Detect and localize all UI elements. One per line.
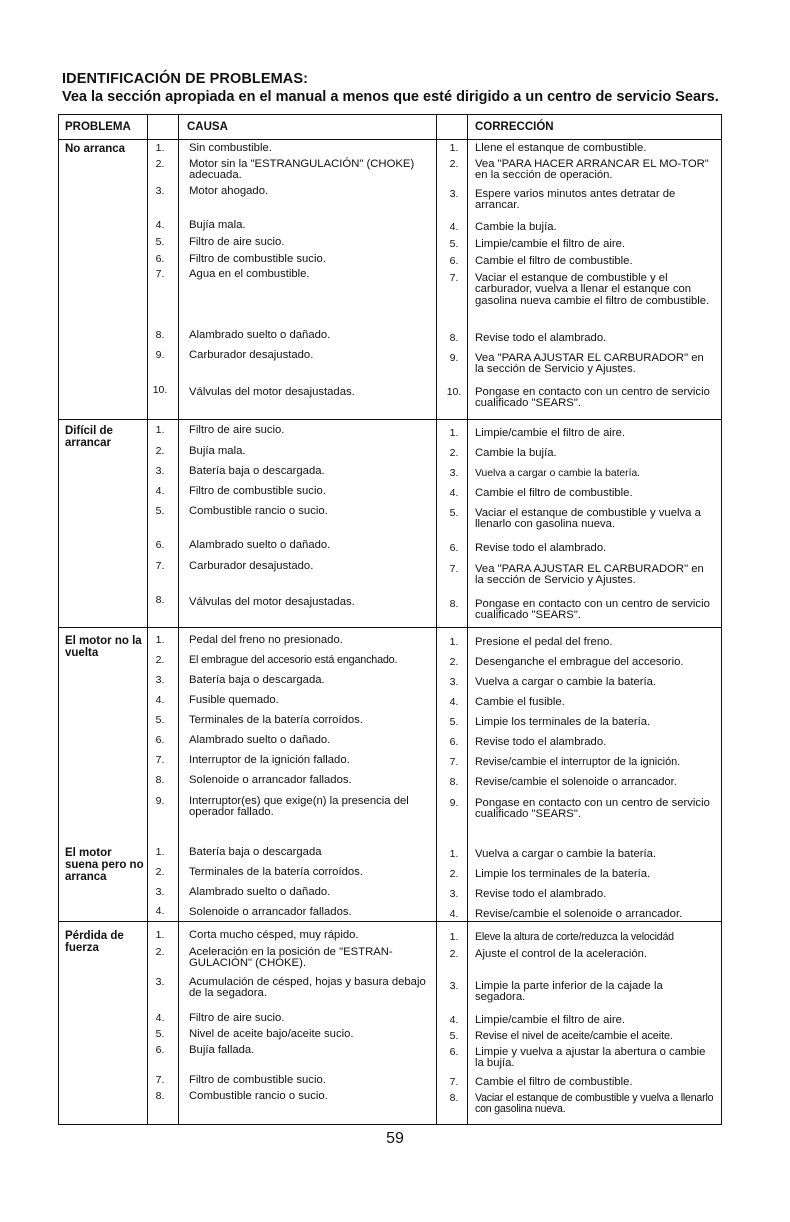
- troubleshooting-table: [58, 114, 722, 1125]
- correction-text: Cambie la bujía.: [475, 447, 557, 459]
- cause-number: 4.: [155, 219, 165, 231]
- problem-label: El motor no la vuelta: [65, 635, 142, 659]
- cause-text: Filtro de aire sucio.: [189, 424, 285, 436]
- correction-text: Revise/cambie el interruptor de la ignición.: [475, 756, 681, 768]
- cause-number: 4.: [155, 1012, 165, 1024]
- correction-number: 1.: [449, 931, 459, 943]
- cause-text: Carburador desajustado.: [189, 349, 314, 361]
- cause-text: El embrague del accesorio está enganchado.: [189, 654, 398, 666]
- header-rule: [59, 139, 721, 140]
- correction-number: 4.: [449, 696, 459, 708]
- correction-number: 9.: [449, 797, 459, 809]
- section-rule: [59, 627, 721, 628]
- cause-text: Bujía mala.: [189, 445, 246, 457]
- correction-number: 2.: [449, 447, 459, 459]
- correction-text: Cambie el filtro de combustible.: [475, 1076, 633, 1088]
- cause-number: 10.: [152, 384, 168, 396]
- correction-number: 7.: [449, 1076, 459, 1088]
- cause-number: 7.: [155, 754, 165, 766]
- correction-number: 5.: [449, 238, 459, 250]
- cause-text: Filtro de combustible sucio.: [189, 253, 326, 265]
- correction-number: 8.: [449, 332, 459, 344]
- cause-text: Solenoide o arrancador fallados.: [189, 774, 352, 786]
- cause-text: Nivel de aceite bajo/aceite sucio.: [189, 1028, 354, 1040]
- correction-number: 5.: [449, 1030, 459, 1042]
- cause-number: 7.: [155, 268, 165, 280]
- cause-number: 1.: [155, 424, 165, 436]
- cause-number: 8.: [155, 774, 165, 786]
- table-col-divider: [467, 115, 468, 1124]
- cause-text: Bujía fallada.: [189, 1044, 255, 1056]
- correction-text: Vea "PARA AJUSTAR EL CARBURADOR" en la sección de Servicio y Ajustes.: [475, 352, 704, 376]
- cause-number: 1.: [155, 142, 165, 154]
- correction-number: 2.: [449, 158, 459, 170]
- correction-number: 3.: [449, 888, 459, 900]
- cause-number: 4.: [155, 694, 165, 706]
- page-number: 59: [386, 1130, 404, 1147]
- correction-text: Cambie el filtro de combustible.: [475, 487, 633, 499]
- header-correction: CORRECCIÓN: [475, 121, 554, 133]
- correction-number: 9.: [449, 352, 459, 364]
- cause-number: 1.: [155, 634, 165, 646]
- section-rule: [59, 921, 721, 922]
- correction-number: 8.: [449, 1092, 459, 1104]
- cause-text: Combustible rancio o sucio.: [189, 505, 328, 517]
- table-col-divider: [178, 115, 179, 1124]
- cause-text: Interruptor(es) que exige(n) la presencia del operador fallado.: [189, 795, 409, 819]
- correction-text: Vaciar el estanque de combustible y vuelva a llenarlo con gasolina nueva.: [475, 1092, 714, 1116]
- correction-text: Limpie la parte inferior de la cajade la segadora.: [475, 980, 663, 1004]
- cause-number: 7.: [155, 560, 165, 572]
- cause-number: 6.: [155, 1044, 165, 1056]
- section-rule: [59, 419, 721, 420]
- correction-number: 4.: [449, 221, 459, 233]
- cause-text: Motor ahogado.: [189, 185, 269, 197]
- cause-text: Válvulas del motor desajustadas.: [189, 596, 355, 608]
- correction-text: Llene el estanque de combustible.: [475, 142, 647, 154]
- problem-label: Difícil de arrancar: [65, 425, 113, 449]
- correction-text: Vea "PARA AJUSTAR EL CARBURADOR" en la sección de Servicio y Ajustes.: [475, 563, 704, 587]
- cause-number: 6.: [155, 734, 165, 746]
- cause-text: Batería baja o descargada: [189, 846, 322, 858]
- problem-label: Pérdida de fuerza: [65, 930, 124, 954]
- correction-number: 4.: [449, 908, 459, 920]
- correction-number: 4.: [449, 1014, 459, 1026]
- correction-number: 6.: [449, 542, 459, 554]
- table-col-divider: [436, 115, 437, 1124]
- correction-number: 1.: [449, 636, 459, 648]
- page-subtitle: Vea la sección apropiada en el manual a menos que esté dirigido a un centro de servicio Sears.: [62, 89, 719, 105]
- correction-number: 7.: [449, 756, 459, 768]
- cause-number: 4.: [155, 485, 165, 497]
- cause-number: 5.: [155, 236, 165, 248]
- correction-text: Vuelva a cargar o cambie la batería.: [475, 676, 657, 688]
- header-problem: PROBLEMA: [65, 121, 131, 133]
- cause-text: Filtro de aire sucio.: [189, 1012, 285, 1024]
- correction-text: Cambie el filtro de combustible.: [475, 255, 633, 267]
- cause-text: Aceleración en la posición de "ESTRAN-GULACIÓN" (CHOKE).: [189, 946, 393, 970]
- cause-text: Interruptor de la ignición fallado.: [189, 754, 350, 766]
- cause-number: 2.: [155, 946, 165, 958]
- correction-text: Revise/cambie el solenoide o arrancador.: [475, 776, 677, 788]
- correction-number: 1.: [449, 848, 459, 860]
- cause-text: Batería baja o descargada.: [189, 674, 325, 686]
- correction-text: Limpie los terminales de la batería.: [475, 716, 651, 728]
- cause-number: 3.: [155, 465, 165, 477]
- cause-text: Filtro de combustible sucio.: [189, 485, 326, 497]
- correction-number: 3.: [449, 188, 459, 200]
- cause-number: 5.: [155, 1028, 165, 1040]
- correction-text: Vea "PARA HACER ARRANCAR EL MO-TOR" en la sección de operación.: [475, 158, 709, 182]
- cause-text: Filtro de combustible sucio.: [189, 1074, 326, 1086]
- cause-text: Filtro de aire sucio.: [189, 236, 285, 248]
- correction-text: Cambie el fusible.: [475, 696, 565, 708]
- cause-number: 1.: [155, 846, 165, 858]
- correction-text: Revise todo el alambrado.: [475, 888, 607, 900]
- correction-text: Pongase en contacto con un centro de servicio cualificado "SEARS".: [475, 797, 710, 821]
- correction-text: Revise todo el alambrado.: [475, 736, 607, 748]
- cause-number: 7.: [155, 1074, 165, 1086]
- correction-text: Limpie y vuelva a ajustar la abertura o cambie la bujía.: [475, 1046, 706, 1070]
- cause-text: Sin combustible.: [189, 142, 272, 154]
- cause-number: 8.: [155, 594, 165, 606]
- correction-text: Limpie los terminales de la batería.: [475, 868, 651, 880]
- cause-number: 3.: [155, 976, 165, 988]
- cause-number: 6.: [155, 253, 165, 265]
- table-col-divider: [147, 115, 148, 1124]
- correction-text: Revise el nivel de aceite/cambie el aceite.: [475, 1030, 673, 1042]
- cause-number: 3.: [155, 674, 165, 686]
- correction-number: 6.: [449, 736, 459, 748]
- correction-text: Ajuste el control de la aceleración.: [475, 948, 648, 960]
- cause-number: 6.: [155, 539, 165, 551]
- cause-text: Terminales de la batería corroídos.: [189, 866, 363, 878]
- cause-number: 5.: [155, 714, 165, 726]
- correction-number: 6.: [449, 255, 459, 267]
- correction-number: 3.: [449, 676, 459, 688]
- correction-number: 7.: [449, 272, 459, 284]
- cause-text: Alambrado suelto o dañado.: [189, 329, 331, 341]
- correction-number: 2.: [449, 868, 459, 880]
- correction-text: Espere varios minutos antes detratar de arrancar.: [475, 188, 676, 212]
- cause-text: Bujía mala.: [189, 219, 246, 231]
- correction-text: Presione el pedal del freno.: [475, 636, 613, 648]
- problem-label: El motor suena pero no arranca: [65, 847, 144, 883]
- correction-text: Limpie/cambie el filtro de aire.: [475, 1014, 626, 1026]
- cause-text: Alambrado suelto o dañado.: [189, 734, 331, 746]
- cause-number: 5.: [155, 505, 165, 517]
- cause-text: Corta mucho césped, muy rápido.: [189, 929, 359, 941]
- cause-text: Fusible quemado.: [189, 694, 279, 706]
- correction-number: 7.: [449, 563, 459, 575]
- cause-text: Alambrado suelto o dañado.: [189, 886, 331, 898]
- cause-number: 3.: [155, 185, 165, 197]
- correction-text: Cambie la bujía.: [475, 221, 557, 233]
- correction-text: Revise todo el alambrado.: [475, 332, 607, 344]
- correction-text: Pongase en contacto con un centro de servicio cualificado "SEARS".: [475, 386, 710, 410]
- cause-number: 2.: [155, 445, 165, 457]
- cause-number: 2.: [155, 158, 165, 170]
- page-title: IDENTIFICACIÓN DE PROBLEMAS:: [62, 71, 309, 87]
- correction-text: Vaciar el estanque de combustible y vuelva a llenarlo con gasolina nueva.: [475, 507, 701, 531]
- page-heading: [62, 70, 762, 106]
- cause-text: Agua en el combustible.: [189, 268, 310, 280]
- cause-text: Válvulas del motor desajustadas.: [189, 386, 355, 398]
- correction-number: 6.: [449, 1046, 459, 1058]
- cause-number: 2.: [155, 866, 165, 878]
- header-cause: CAUSA: [187, 121, 228, 133]
- correction-number: 10.: [446, 386, 462, 398]
- correction-text: Revise todo el alambrado.: [475, 542, 607, 554]
- cause-text: Acumulación de césped, hojas y basura debajo de la segadora.: [189, 976, 426, 1000]
- cause-text: Pedal del freno no presionado.: [189, 634, 343, 646]
- correction-text: Limpie/cambie el filtro de aire.: [475, 427, 626, 439]
- cause-text: Solenoide o arrancador fallados.: [189, 906, 352, 918]
- correction-number: 4.: [449, 487, 459, 499]
- correction-text: Pongase en contacto con un centro de servicio cualificado "SEARS".: [475, 598, 710, 622]
- correction-number: 1.: [449, 142, 459, 154]
- correction-text: Desenganche el embrague del accesorio.: [475, 656, 684, 668]
- correction-number: 8.: [449, 598, 459, 610]
- correction-number: 2.: [449, 656, 459, 668]
- correction-number: 5.: [449, 507, 459, 519]
- cause-number: 3.: [155, 886, 165, 898]
- correction-number: 8.: [449, 776, 459, 788]
- cause-text: Carburador desajustado.: [189, 560, 314, 572]
- cause-number: 2.: [155, 654, 165, 666]
- cause-number: 9.: [155, 349, 165, 361]
- correction-text: Revise/cambie el solenoide o arrancador.: [475, 908, 683, 920]
- correction-number: 5.: [449, 716, 459, 728]
- correction-number: 1.: [449, 427, 459, 439]
- correction-text: Eleve la altura de corte/reduzca la velocidád: [475, 931, 674, 943]
- correction-number: 3.: [449, 980, 459, 992]
- cause-text: Combustible rancio o sucio.: [189, 1090, 328, 1102]
- cause-number: 8.: [155, 329, 165, 341]
- cause-number: 1.: [155, 929, 165, 941]
- cause-number: 4.: [155, 905, 165, 917]
- cause-text: Motor sin la "ESTRANGULACIÓN" (CHOKE) adecuada.: [189, 158, 415, 182]
- correction-text: Vuelva a cargar o cambie la batería.: [475, 468, 641, 479]
- correction-text: Vaciar el estanque de combustible y el carburador, vuelva a llenar el estanque con gasolina nueva cambie el filtro de combustible.: [475, 272, 710, 307]
- cause-number: 8.: [155, 1090, 165, 1102]
- cause-text: Batería baja o descargada.: [189, 465, 325, 477]
- problem-label: No arranca: [65, 143, 126, 155]
- correction-number: 3.: [449, 467, 459, 479]
- correction-number: 2.: [449, 948, 459, 960]
- correction-text: Limpie/cambie el filtro de aire.: [475, 238, 626, 250]
- correction-text: Vuelva a cargar o cambie la batería.: [475, 848, 657, 860]
- cause-text: Terminales de la batería corroídos.: [189, 714, 363, 726]
- cause-text: Alambrado suelto o dañado.: [189, 539, 331, 551]
- cause-number: 9.: [155, 795, 165, 807]
